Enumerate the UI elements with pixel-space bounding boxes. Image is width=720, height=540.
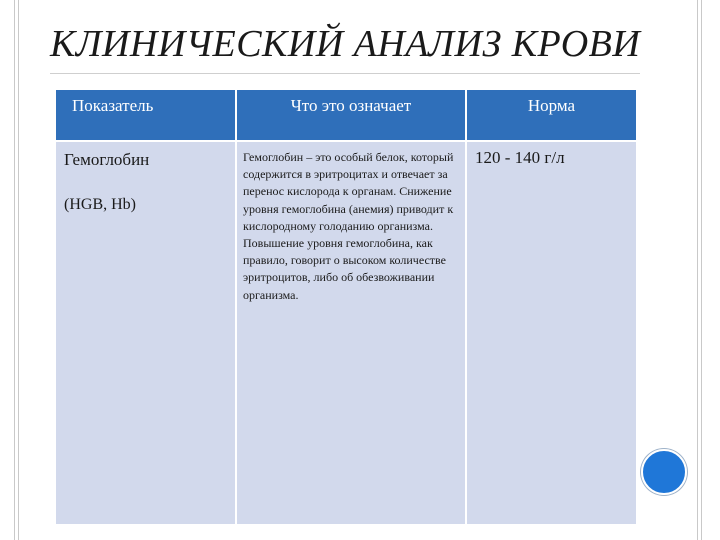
frame-line-left <box>14 0 15 540</box>
decorative-circle <box>641 449 687 495</box>
meaning-cell <box>236 141 466 524</box>
indicator-norm: 120 - 140 г/л <box>475 148 565 167</box>
frame-line-right <box>697 0 698 540</box>
slide-title: КЛИНИЧЕСКИЙ АНАЛИЗ КРОВИ <box>50 23 641 65</box>
table-header-row <box>56 90 636 141</box>
norm-cell <box>466 141 636 524</box>
frame-line-left-inner <box>18 0 19 540</box>
indicator-name: Гемоглобин <box>64 150 150 169</box>
indicator-abbreviation: (HGB, Hb) <box>64 196 136 213</box>
frame-line-right-inner <box>701 0 702 540</box>
column-header-indicator: Показатель <box>56 90 236 141</box>
title-underline <box>50 73 640 74</box>
column-header-meaning: Что это означает <box>236 90 466 141</box>
table-row <box>56 141 636 524</box>
blood-analysis-table <box>56 90 636 524</box>
indicator-cell <box>56 141 236 524</box>
indicator-description: Гемоглобин – это особый белок, который содержится в эритроцитах и отвечает за перенос кислорода к органам. Снижение уровня гемоглобина (анемия) приводит к кислородному голоданию организма. Повышение уровня гемоглобина, как правило, говорит о высоком количестве эритроцитов, либо об обезвоживании организма. <box>243 150 454 302</box>
column-header-norm: Норма <box>466 90 636 141</box>
